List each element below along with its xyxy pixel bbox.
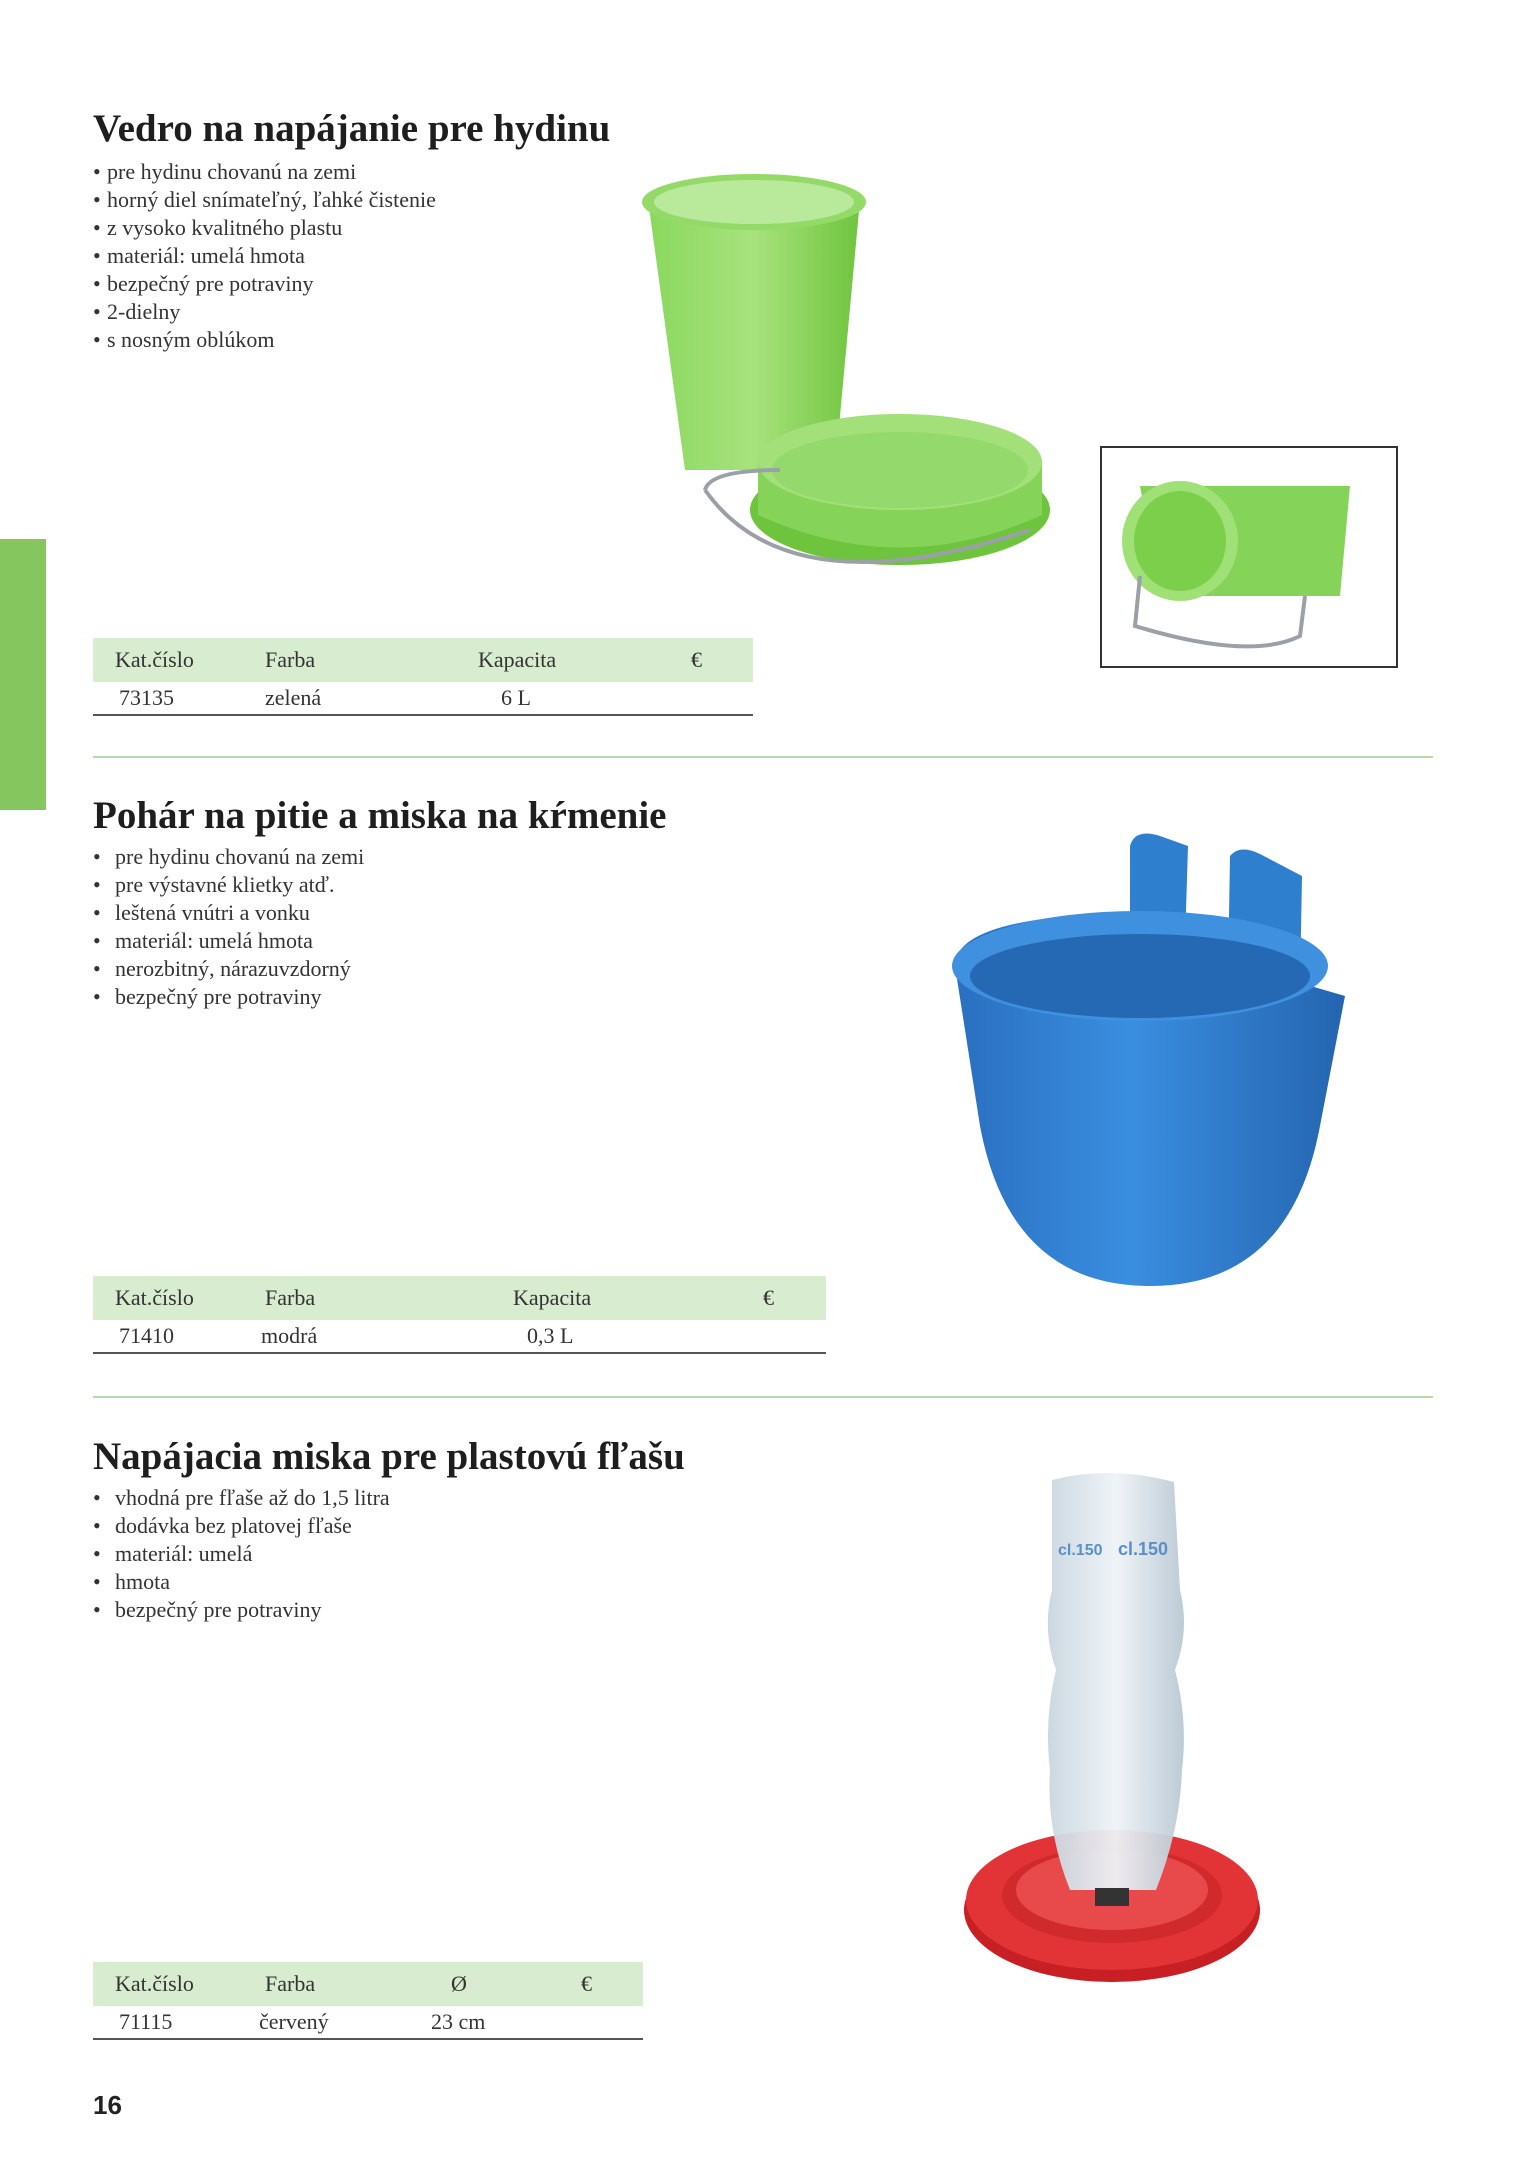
table-row (93, 2006, 643, 2040)
product-title: Pohár na pitie a miska na kŕmenie (93, 794, 667, 837)
col-header-capacity: Kapacita (478, 647, 557, 672)
bottle-label: cl.150 (1058, 1542, 1103, 1559)
bottle-label: cl.150 (1118, 1539, 1169, 1559)
cell-color: modrá (261, 1323, 318, 1348)
feature-item: • hmota (93, 1568, 390, 1596)
section-side-tab (0, 539, 46, 810)
col-header-price: € (763, 1285, 774, 1310)
table-header (93, 638, 753, 682)
bucket-inset-image (1100, 446, 1398, 668)
cell-color: červený (259, 2009, 329, 2034)
table-row (93, 682, 753, 716)
col-header-color: Farba (265, 647, 316, 672)
col-header-price: € (691, 647, 702, 672)
feature-item: • materiál: umelá hmota (93, 242, 436, 270)
feature-item: • bezpečný pre potraviny (93, 983, 364, 1011)
table-row (93, 1320, 826, 1354)
feature-item: • pre hydinu chovanú na zemi (93, 843, 364, 871)
feature-item: • materiál: umelá hmota (93, 927, 364, 955)
col-header-price: € (581, 1971, 592, 1996)
cell-capacity: 6 L (501, 685, 531, 710)
cell-capacity: 0,3 L (527, 1323, 574, 1348)
col-header-catalog: Kat.číslo (115, 647, 194, 672)
feature-item: • z vysoko kvalitného plastu (93, 214, 436, 242)
col-header-catalog: Kat.číslo (115, 1971, 194, 1996)
col-header-catalog: Kat.číslo (115, 1285, 194, 1310)
cell-color: zelená (265, 685, 322, 710)
cell-catalog: 73135 (119, 685, 174, 710)
col-header-diameter: Ø (451, 1971, 467, 1996)
feature-item: • vhodná pre fľaše až do 1,5 litra (93, 1484, 390, 1512)
col-header-color: Farba (265, 1285, 316, 1310)
feature-item: • leštená vnútri a vonku (93, 899, 364, 927)
feature-item: • materiál: umelá (93, 1540, 390, 1568)
feature-item: • pre výstavné klietky atď. (93, 871, 364, 899)
feature-list (93, 843, 364, 1011)
feature-item: • bezpečný pre potraviny (93, 270, 436, 298)
feature-item: • dodávka bez platovej fľaše (93, 1512, 390, 1540)
section-divider (93, 1396, 1433, 1398)
section-divider (93, 756, 1433, 758)
bottle-dish-image (960, 1470, 1270, 2000)
feature-item: • bezpečný pre potraviny (93, 1596, 390, 1624)
feature-item: • horný diel snímateľný, ľahké čistenie (93, 186, 436, 214)
product-title: Vedro na napájanie pre hydinu (93, 107, 611, 150)
feature-item: • 2-dielny (93, 298, 436, 326)
feature-item: • s nosným oblúkom (93, 326, 436, 354)
cell-diameter: 23 cm (431, 2009, 486, 2034)
feature-item: • nerozbitný, nárazuvzdorný (93, 955, 364, 983)
blue-cup-image (950, 826, 1350, 1296)
table-header (93, 1962, 643, 2006)
table-header (93, 1276, 826, 1320)
cell-catalog: 71410 (119, 1323, 174, 1348)
product-title: Napájacia miska pre plastovú fľašu (93, 1435, 685, 1478)
page-number: 16 (93, 2090, 122, 2120)
feature-item: • pre hydinu chovanú na zemi (93, 158, 436, 186)
cell-catalog: 71115 (119, 2009, 173, 2034)
feature-list (93, 1484, 390, 1624)
col-header-color: Farba (265, 1971, 316, 1996)
col-header-capacity: Kapacita (513, 1285, 592, 1310)
green-bucket-image (630, 170, 1080, 610)
feature-list (93, 158, 436, 354)
